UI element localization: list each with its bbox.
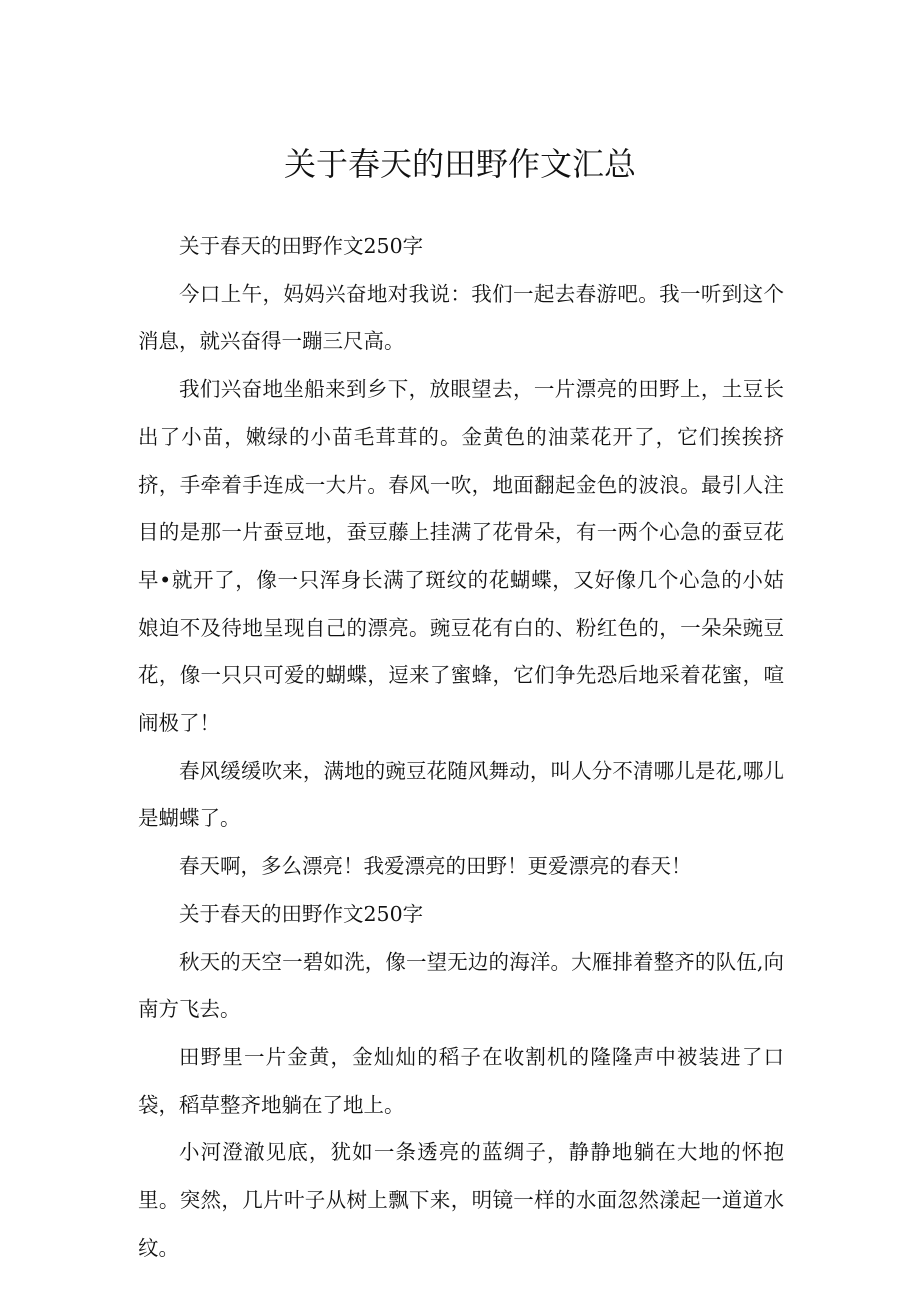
document-body [138,223,784,1272]
body-paragraph: 田野里一片金黄，金灿灿的稻子在收割机的隆隆声中被装进了口袋，稻草整齐地躺在了地上。 [138,1044,784,1117]
subtitle-paragraph: 关于春天的田野作文250字 [179,901,424,926]
subtitle-paragraph: 关于春天的田野作文250字 [179,234,424,258]
body-paragraph: 今口上午，妈妈兴奋地对我说：我们一起去春游吧。我一听到这个消息，就兴奋得一蹦三尺高。 [138,281,784,354]
body-paragraph: 秋天的天空一碧如洗，像一望无边的海洋。大雁排着整齐的队伍,向南方飞去。 [138,949,784,1022]
body-paragraph: 我们兴奋地坐船来到乡下，放眼望去，一片漂亮的田野上，土豆长出了小苗，嫩绿的小苗毛茸茸的。金黄色的油菜花开了，它们挨挨挤挤，手牵着手连成一大片。春风一吹，地面翻起金色的波浪。最引人注目的是那一片蚕豆地，蚕豆藤上挂满了花骨朵，有一两个心急的蚕豆花早•就开了，像一只浑身长满了斑纹的花蝴蝶，又好像几个心急的小姑娘迫不及待地呈现自己的漂亮。豌豆花有白的、粉红色的，一朵朵豌豆花，像一只只可爱的蝴蝶，逗来了蜜蜂，它们争先恐后地采着花蜜，喧闹极了！ [138,377,784,736]
body-paragraph: 小河澄澈见底，犹如一条透亮的蓝绸子，静静地躺在大地的怀抱里。突然，几片叶子从树上飘下来，明镜一样的水面忽然漾起一道道水纹。 [138,1140,784,1260]
body-paragraph: 春风缓缓吹来，满地的豌豆花随风舞动，叫人分不清哪儿是花,哪儿是蝴蝶了。 [138,758,784,831]
body-paragraph: 春天啊，多么漂亮！我爱漂亮的田野！更爱漂亮的春天！ [179,854,692,879]
document-title: 关于春天的田野作文汇总 [283,145,636,183]
